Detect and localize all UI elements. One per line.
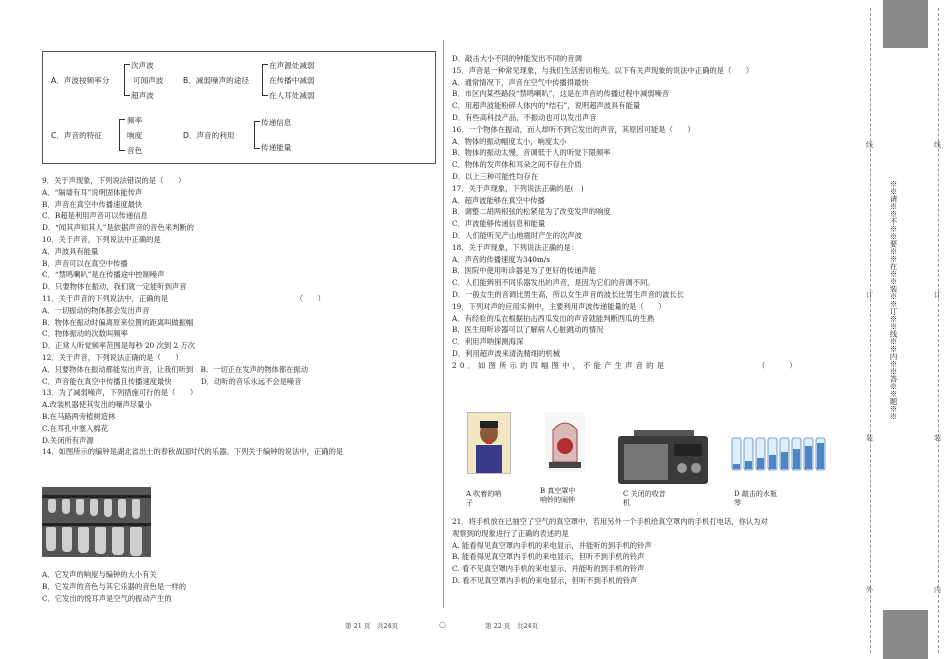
text-line: A．声波具有能量 bbox=[42, 246, 99, 256]
diagram-b-item: 在声源处减弱 bbox=[269, 61, 315, 70]
diagram-a-item: 次声波 bbox=[131, 61, 154, 70]
water-bottles-photo bbox=[730, 430, 826, 472]
text-line: D．“闻其声知其人”是依据声音的音色来判断的 bbox=[42, 223, 194, 233]
text-line: D．有些高科技产品，不振动也可以发出声音 bbox=[452, 112, 597, 122]
text-line: B．医生用听诊器可以了解病人心脏跳动的情况 bbox=[452, 325, 604, 335]
diagram-c-item: 响度 bbox=[127, 131, 143, 140]
text-line: A．物体的振动幅度太小，响度太小 bbox=[452, 136, 567, 146]
text-line: 16．一个物体在振动，而人却听不到它发出的声音，其原因可能是（ ） bbox=[452, 124, 695, 134]
binding-notice: ※※请※※不※※要※※在※※装※※订※※线※※内※※答※※题※※ bbox=[889, 180, 898, 420]
text-line: D．一般女生的音调比男生高，所以女生声音的波长比男生声音的波长长 bbox=[452, 289, 685, 299]
text-line: 14．如图所示的编钟是湖北省出土的春秋战国时代的乐器。下列关于编钟的说法中，正确的是 bbox=[42, 447, 344, 457]
outer-mark-outside: 外 bbox=[866, 586, 873, 594]
outer-cut-line bbox=[870, 8, 871, 653]
diagram-c-item: 音色 bbox=[127, 146, 143, 155]
diagram-c-brace bbox=[119, 119, 125, 151]
left-page bbox=[0, 0, 440, 659]
bianzhong-bells-photo bbox=[42, 487, 151, 557]
left-question-text bbox=[42, 175, 434, 458]
text-line: A．它发声的响度与编钟的大小有关 bbox=[42, 570, 157, 579]
text-line: 12．关于声音，下列说法正确的是（ ） bbox=[42, 352, 183, 362]
text-line: A．只要物体在振动都能发出声音，让我们听到 B．一切正在发声的物体都在振动 bbox=[42, 364, 309, 374]
diagram-d-item: 传递信息 bbox=[261, 118, 292, 127]
text-line: B．物体的振动太慢，音调低于人的听觉下限频率 bbox=[452, 148, 611, 158]
radio-photo bbox=[614, 428, 712, 486]
diagram-c-item: 频率 bbox=[127, 116, 143, 125]
text-line: C．物体振动的次数叫频率 bbox=[42, 329, 128, 339]
q21-text bbox=[452, 516, 854, 587]
text-line: 15．声音是一种常见现象，与我们生活密切相关。以下有关声现象的说法中正确的是（ ） bbox=[452, 65, 754, 75]
text-line: B．物体在振动时偏离原来位置的距离叫做振幅 bbox=[42, 317, 194, 327]
text-line: 19．下列对声的应用实例中，主要利用声波传递能量的是（ ） bbox=[452, 301, 666, 311]
caption-c: C 关闭的收音 机 bbox=[623, 490, 666, 507]
diagram-c-label: C．声音的特征 bbox=[51, 131, 102, 140]
text-line: A．有经验的瓜农根据拍击西瓜发出的声音就能判断西瓜的生熟 bbox=[452, 313, 655, 323]
outer-mark-bind: 订 bbox=[866, 291, 873, 299]
q14-options bbox=[42, 569, 434, 604]
text-line: B.在马路两旁植树造林 bbox=[42, 411, 116, 421]
diagram-a-item: 可闻声波 bbox=[133, 76, 164, 85]
binding-strip bbox=[858, 0, 950, 659]
text-line: A.改装机器使其发出的噪声尽量小 bbox=[42, 400, 152, 410]
text-line: A．“隔墙有耳”说明固体能传声 bbox=[42, 187, 143, 197]
diagram-d-brace bbox=[254, 121, 260, 149]
text-line: C．“禁鸣喇叭”是在传播途中控制噪声 bbox=[42, 270, 165, 280]
text-line: 11．关于声音的下列说法中，正确的是 （ ） bbox=[42, 293, 325, 303]
text-line: C．用超声波能粉碎人体内的“结石”，说明超声波具有能量 bbox=[452, 101, 641, 111]
text-line: 20．如图所示的四幅图中，不能产生声音的是 （ ） bbox=[452, 360, 800, 370]
text-line: 18．关于声现象，下列说法正确的是： bbox=[452, 242, 579, 252]
text-line: 9．关于声现象，下列说法错误的是（ ） bbox=[42, 176, 186, 185]
text-line: A. 能看得见真空罩内手机的来电显示，并能听的到手机的铃声 bbox=[452, 540, 652, 550]
page-number-right: 第 22 页 共24页 bbox=[485, 622, 539, 630]
strip-gray-top bbox=[883, 0, 928, 48]
diagram-d-item: 传递能量 bbox=[261, 143, 292, 152]
text-line: D．以上三种可能性均存在 bbox=[452, 171, 539, 181]
boy-whistle-photo bbox=[467, 412, 511, 474]
inner-mark-bind: 订 bbox=[934, 291, 941, 299]
text-line: D．只要物体在振动，我们就一定能听到声音 bbox=[42, 282, 187, 292]
bell-jar-clock-photo bbox=[545, 412, 585, 472]
inner-mark-install: 装 bbox=[934, 434, 941, 442]
sound-summary-diagram bbox=[42, 51, 436, 164]
text-line: D.关闭所有声源 bbox=[42, 435, 94, 445]
text-line: C.在耳孔中塞入棉花 bbox=[42, 423, 109, 433]
text-line: C. 看不见真空罩内手机的来电显示，并能听的到手机的铃声 bbox=[452, 564, 645, 574]
inner-mark-inside: 内 bbox=[934, 586, 941, 594]
caption-a: A 吹着的哨 子 bbox=[466, 490, 502, 507]
text-line: A．一切振动的物体都会发出声音 bbox=[42, 305, 150, 315]
diagram-d-label: D．声音的利用 bbox=[183, 131, 235, 140]
text-line: C．声音能在真空中传播且传播速度最快 D．动听的音乐永远不会是噪音 bbox=[42, 376, 302, 386]
text-line: D．利用超声波来清洗精细的机械 bbox=[452, 348, 561, 358]
inner-cut-line bbox=[938, 8, 939, 653]
page-number-left: 第 21 页 共24页 bbox=[345, 622, 399, 630]
text-line: D．正常人听觉频率范围是每秒 20 次到 2 万次 bbox=[42, 341, 196, 351]
text-line: C．B超是利用声音可以传递信息 bbox=[42, 211, 148, 221]
text-line: C．它发出的悦耳声是空气的振动产生的 bbox=[42, 593, 172, 603]
diagram-b-label: B．减弱噪声的途径 bbox=[183, 76, 249, 85]
text-line: 10．关于声音，下列说法中正确的是 bbox=[42, 234, 161, 244]
text-line: D．敲击大小不同的钟能发出不同的音调 bbox=[452, 54, 582, 63]
inner-mark-line: 线 bbox=[934, 141, 941, 149]
text-line: A．通常情况下，声音在空气中传播得最快 bbox=[452, 77, 589, 87]
outer-mark-line: 线 bbox=[866, 141, 873, 149]
text-line: B．声音可以在真空中传播 bbox=[42, 258, 128, 268]
diagram-a-item: 超声波 bbox=[131, 91, 154, 100]
text-line: B. 能看得见真空罩内手机的来电显示，但听不到手机的铃声 bbox=[452, 552, 645, 562]
text-line: D. 看不见真空罩内手机的来电显示，但听不到手机的铃声 bbox=[452, 575, 638, 585]
outer-mark-install: 装 bbox=[866, 434, 873, 442]
text-line: C．物体的发声体和耳朵之间不存在介质 bbox=[452, 160, 582, 170]
diagram-b-brace bbox=[262, 64, 268, 96]
text-line: 13．为了减弱噪声，下列措施可行的是（ ） bbox=[42, 388, 198, 398]
text-line: D．人们能听见产山地震时产生的次声波 bbox=[452, 230, 582, 240]
diagram-a-brace bbox=[124, 64, 130, 96]
text-line: A．声音的传播速度为340m/s bbox=[452, 254, 550, 264]
caption-d: D 敲击的水瓶 琴 bbox=[734, 490, 777, 507]
text-line: 17．关于声现象，下列说法正确的是( ) bbox=[452, 183, 584, 193]
text-line: C．声波能够传递信息和能量 bbox=[452, 219, 546, 229]
diagram-b-item: 在传播中减弱 bbox=[269, 76, 315, 85]
center-circle: ○ bbox=[439, 620, 446, 629]
diagram-a-label: A．声波按频率分 bbox=[51, 76, 110, 85]
text-line: B．市区内某些路段“禁鸣喇叭”，这是在声音的传播过程中减弱噪音 bbox=[452, 89, 670, 99]
text-line: B．调整二胡两根弦的松紧是为了改变发声的响度 bbox=[452, 207, 611, 217]
text-line: C．利用声呐探测海深 bbox=[452, 337, 524, 347]
text-line: B．声音在真空中传播速度最快 bbox=[42, 199, 143, 209]
right-question-text bbox=[452, 53, 854, 372]
text-line: 观察到的现象进行了正确的表述的是 bbox=[452, 528, 569, 538]
text-line: 21．将手机放在已抽空了空气的真空罩中，若用另外一个手机给真空罩内的手机打电话，你认为对 bbox=[452, 517, 768, 526]
text-line: B．医院中使用听诊器是为了更好的传递声能 bbox=[452, 266, 597, 276]
text-line: A．超声波能够在真空中传播 bbox=[452, 195, 545, 205]
text-line: C．人们能辨别不同乐器发出的声音，是因为它们的音调不同。 bbox=[452, 278, 655, 288]
diagram-b-item: 在人耳处减弱 bbox=[269, 91, 315, 100]
strip-gray-bottom bbox=[883, 610, 928, 659]
caption-b: B 真空罩中 响铃的闹钟 bbox=[540, 487, 576, 504]
text-line: B．它发声的音色与其它乐器的音色是一样的 bbox=[42, 581, 187, 591]
